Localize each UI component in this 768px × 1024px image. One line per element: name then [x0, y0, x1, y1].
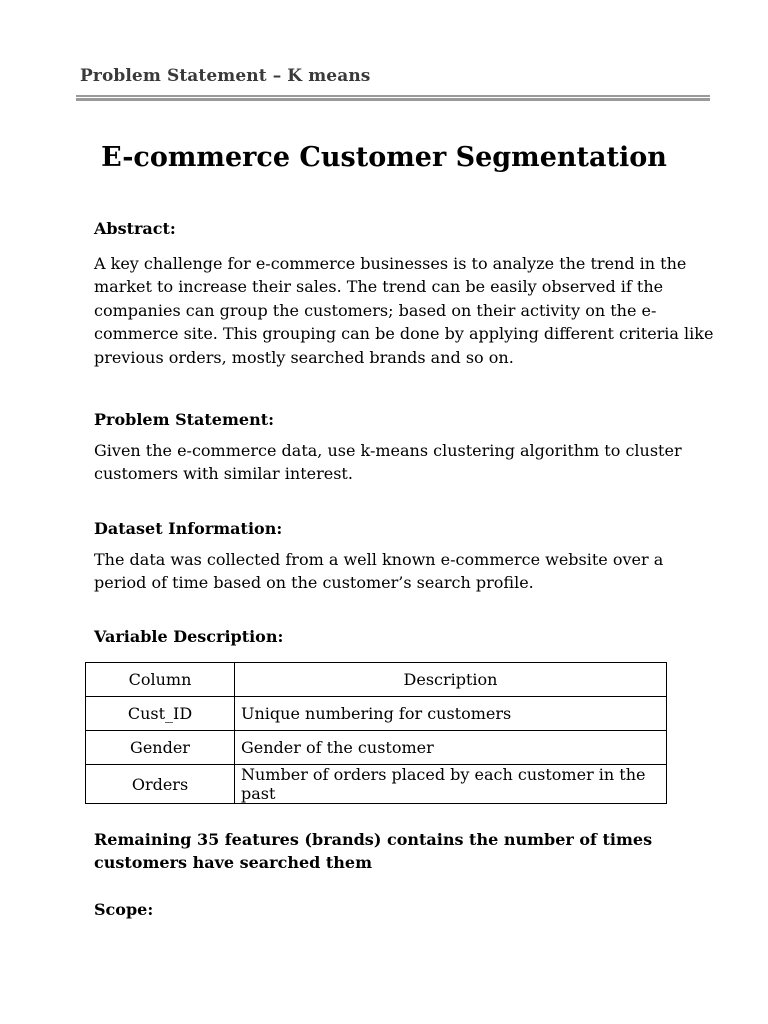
variable-description-heading: Variable Description:: [94, 627, 284, 646]
paragraph-line: period of time based on the customer’s search profile.: [94, 573, 534, 593]
table-row: [86, 697, 667, 731]
abstract-heading: Abstract:: [94, 219, 176, 238]
table-cell: Cust_ID: [86, 697, 235, 731]
paragraph-line: companies can group the customers; based on their activity on the e-: [94, 300, 657, 320]
table-cell: Number of orders placed by each customer in the past: [235, 765, 667, 804]
abstract-paragraph: [94, 252, 714, 369]
table-cell: Orders: [86, 765, 235, 804]
document-title: E-commerce Customer Segmentation: [101, 142, 667, 173]
paragraph-line: The data was collected from a well known e-commerce website over a: [94, 550, 664, 569]
table-cell: Gender of the customer: [235, 731, 667, 765]
paragraph-line: Given the e-commerce data, use k-means clustering algorithm to cluster: [94, 441, 682, 460]
paragraph-line: previous orders, mostly searched brands and so on.: [94, 347, 514, 367]
dataset-information-paragraph: [94, 548, 684, 595]
table-row: [86, 731, 667, 765]
problem-statement-paragraph: [94, 439, 684, 486]
header-rule: [76, 95, 710, 101]
remaining-features-note: [94, 828, 694, 875]
scope-heading: Scope:: [94, 900, 154, 919]
problem-statement-heading: Problem Statement:: [94, 410, 274, 429]
paragraph-line: market to increase their sales. The trend can be easily observed if the: [94, 277, 664, 297]
paragraph-line: customers with similar interest.: [94, 464, 353, 484]
dataset-information-heading: Dataset Information:: [94, 519, 283, 538]
variable-table: [85, 662, 667, 804]
page-header: Problem Statement – K means: [80, 66, 371, 86]
note-line: Remaining 35 features (brands) contains the number of times: [94, 830, 653, 849]
table-header-row: [86, 663, 667, 697]
column-header: Description: [235, 663, 667, 697]
paragraph-line: A key challenge for e-commerce businesses is to analyze the trend in the: [94, 254, 687, 273]
paragraph-line: commerce site. This grouping can be done by applying different criteria like: [94, 324, 714, 344]
table-row: [86, 765, 667, 804]
table-cell: Unique numbering for customers: [235, 697, 667, 731]
note-line: customers have searched them: [94, 853, 373, 873]
table-cell: Gender: [86, 731, 235, 765]
column-header: Column: [86, 663, 235, 697]
